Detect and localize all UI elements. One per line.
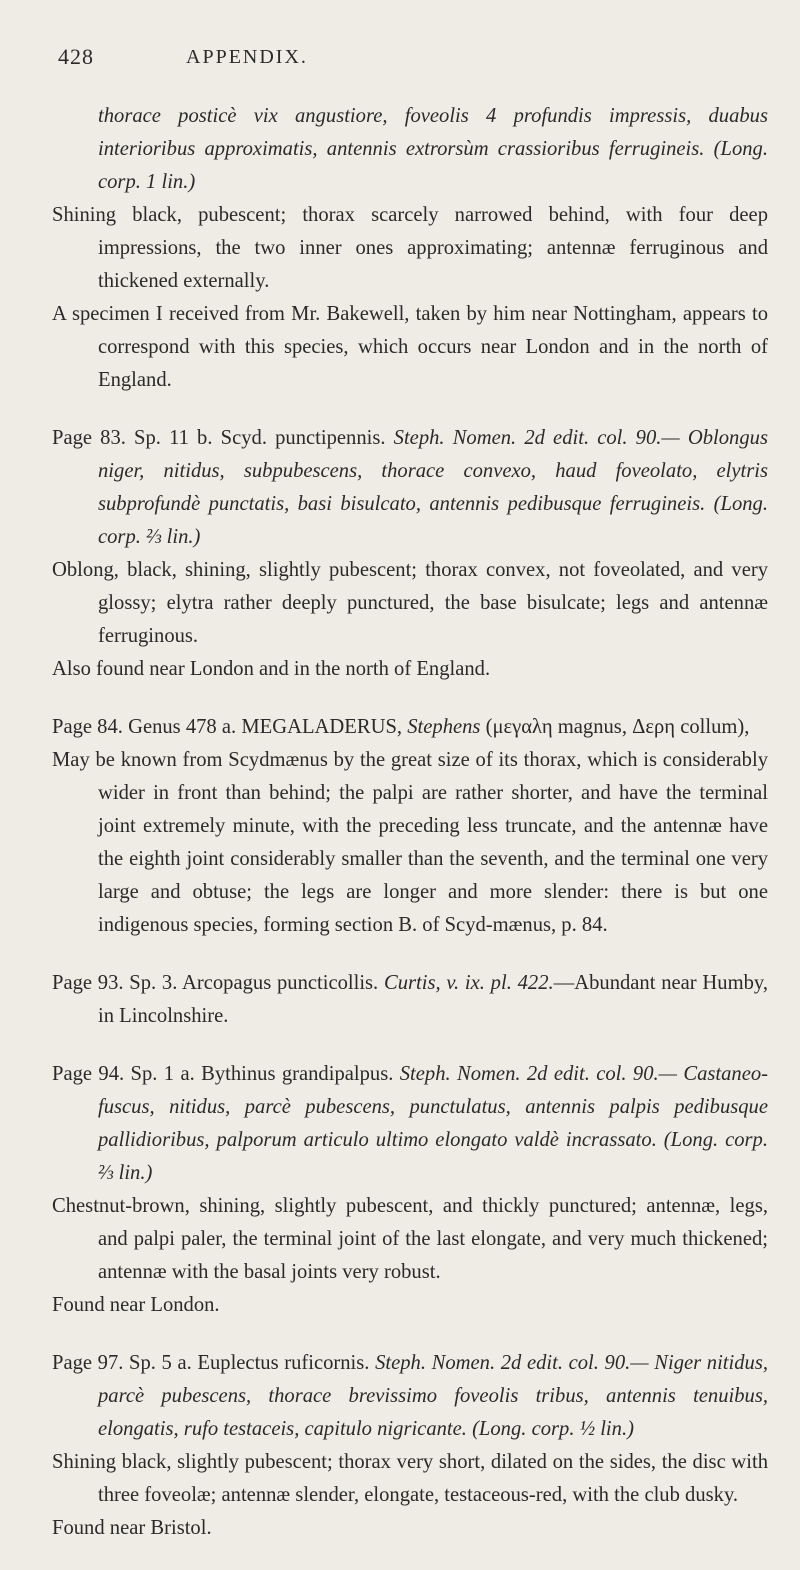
entry-text: Also found near London and in the north of England. — [52, 658, 491, 680]
page-number: 428 — [58, 44, 94, 69]
entry-authority: Steph. Nomen. 2d edit. col. 90.— — [393, 427, 680, 449]
appendix-entry — [52, 422, 768, 686]
entry-paragraph — [52, 1446, 768, 1512]
entry-heading: Page 93. Sp. 3. Arcopagus puncticollis. — [52, 972, 379, 994]
entry-paragraph — [52, 1058, 768, 1190]
entry-paragraph — [52, 199, 768, 298]
page-header — [58, 44, 740, 74]
entry-text: Oblong, black, shining, slightly pubescent; thorax convex, not foveolated, and very glossy; elytra rather deeply punctured, the base bisulcate; legs and antennæ ferruginous. — [52, 559, 768, 647]
entry-text: Castaneo-fuscus, nitidus, parcè pubescens, punctulatus, antennis palpis pedibusque pallidioribus, palporum articulo ultimo elongato valdè incrassato. (Long. corp. ⅔ lin.) — [98, 1063, 768, 1184]
appendix-entry — [52, 100, 768, 397]
entry-paragraph — [52, 967, 768, 1033]
entry-text: Oblongus niger, nitidus, subpubescens, thorace convexo, haud foveolato, elytris subprofundè punctatis, basi bisulcato, antennis pedibusque ferrugineis. (Long. corp. ⅔ lin.) — [98, 427, 768, 548]
entry-paragraph — [52, 1289, 768, 1322]
entry-text: Found near Bristol. — [52, 1517, 212, 1539]
entry-text: May be known from Scydmænus by the great size of its thorax, which is considerably wider in front than behind; the palpi are rather shorter, and have the terminal joint extremely minute, with the preceding less truncate, and the antennæ have the eighth joint considerably smaller than the seventh, and the terminal one very large and obtuse; the legs are longer and more slender: there is but one indigenous species, forming section B. of Scyd-mænus, p. 84. — [52, 749, 768, 936]
entry-authority: Curtis, v. ix. pl. 422. — [383, 972, 554, 994]
entry-text: thorace posticè vix angustiore, foveolis 4 profundis impressis, duabus interioribus approximatis, antennis extrorsùm crassioribus ferrugineis. (Long. corp. 1 lin.) — [98, 105, 768, 193]
entry-heading: Page 83. Sp. 11 b. Scyd. punctipennis. — [52, 427, 386, 449]
entry-paragraph — [52, 744, 768, 942]
entry-paragraph — [52, 711, 768, 744]
page-body — [52, 100, 768, 1570]
entry-authority: Steph. Nomen. 2d edit. col. 90.— — [375, 1352, 649, 1374]
entry-paragraph — [52, 1512, 768, 1545]
entry-paragraph — [52, 653, 768, 686]
entry-text: —Abundant near Humby, in Lincolnshire. — [98, 972, 768, 1027]
appendix-entry — [52, 711, 768, 942]
appendix-entry — [52, 1058, 768, 1322]
entry-text: A specimen I received from Mr. Bakewell, taken by him near Nottingham, appears to correspond with this species, which occurs near London and in the north of England. — [52, 303, 768, 391]
entry-text: Niger nitidus, parcè pubescens, thorace brevissimo foveolis tribus, antennis tenuibus, elongatis, rufo testaceis, capitulo nigricante. (Long. corp. ½ lin.) — [98, 1352, 768, 1440]
entry-text: Chestnut-brown, shining, slightly pubescent, and thickly punctured; antennæ, legs, and palpi paler, the terminal joint of the last elongate, and very much thickened; antennæ with the basal joints very robust. — [52, 1195, 768, 1283]
entry-paragraph — [52, 554, 768, 653]
entry-text: Shining black, pubescent; thorax scarcely narrowed behind, with four deep impressions, the two inner ones approximating; antennæ ferruginous and thickened externally. — [52, 204, 768, 292]
entry-authority: Stephens — [407, 716, 481, 738]
entry-heading: Page 84. Genus 478 a. MEGALADERUS, — [52, 716, 403, 738]
entry-text: Shining black, slightly pubescent; thorax very short, dilated on the sides, the disc with three foveolæ; antennæ slender, elongate, testaceous-red, with the club dusky. — [52, 1451, 768, 1506]
entry-paragraph — [52, 100, 768, 199]
entry-authority: Steph. Nomen. 2d edit. col. 90.— — [399, 1063, 677, 1085]
appendix-entry — [52, 967, 768, 1033]
appendix-entry — [52, 1347, 768, 1545]
running-title: APPENDIX. — [186, 46, 308, 68]
entry-paragraph — [52, 1190, 768, 1289]
entry-paragraph — [52, 1347, 768, 1446]
entry-text: (μεγαλη magnus, Δερη collum), — [480, 716, 750, 738]
entry-heading: Page 94. Sp. 1 a. Bythinus grandipalpus. — [52, 1063, 394, 1085]
entry-paragraph — [52, 422, 768, 554]
entry-paragraph — [52, 298, 768, 397]
entry-text: Found near London. — [52, 1294, 220, 1316]
entry-heading: Page 97. Sp. 5 a. Euplectus ruficornis. — [52, 1352, 370, 1374]
